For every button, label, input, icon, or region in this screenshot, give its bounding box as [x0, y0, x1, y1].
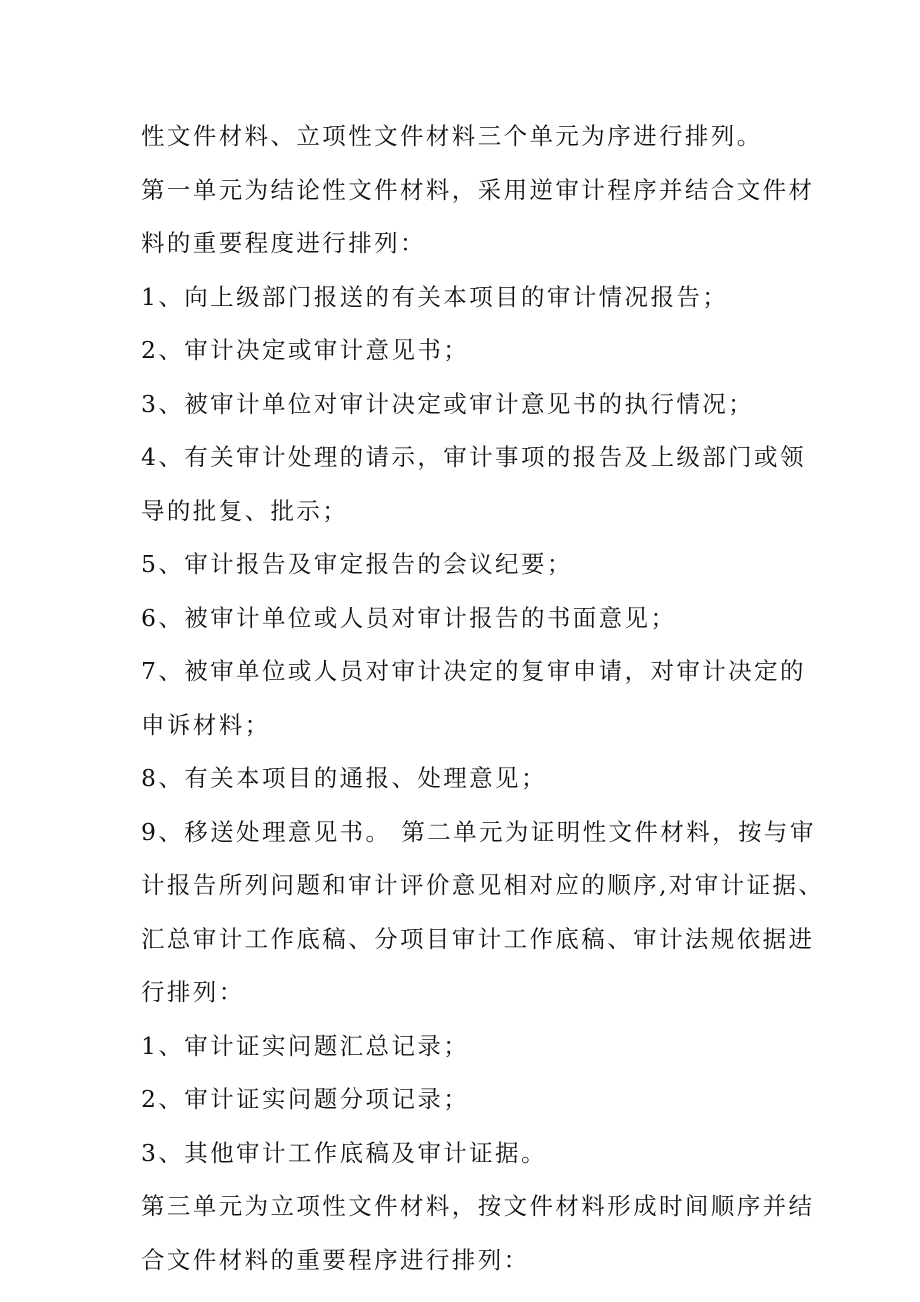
- text-line: 导的批复、批示；: [141, 496, 349, 525]
- text-line: 2、审计证实问题分项记录；: [141, 1085, 470, 1113]
- text-line: 2、审计决定或审计意见书；: [141, 336, 470, 364]
- text-line: 计报告所列问题和审计评价意见相对应的顺序,对审计证据、: [141, 871, 825, 899]
- text-line: 5、审计报告及审定报告的会议纪要；: [141, 550, 573, 578]
- text-line: 性文件材料、立项性文件材料三个单元为序进行排列。: [141, 122, 763, 150]
- text-line: 3、被审计单位对审计决定或审计意见书的执行情况；: [141, 389, 755, 418]
- text-line: 8、有关本项目的通报、处理意见；: [141, 764, 547, 792]
- text-line: 合文件材料的重要程序进行排列：: [141, 1245, 530, 1274]
- text-line: 汇总审计工作底稿、分项目审计工作底稿、审计法规依据进: [141, 924, 815, 953]
- text-line: 申诉材料；: [141, 710, 271, 739]
- text-line: 1、审计证实问题汇总记录；: [141, 1031, 470, 1060]
- text-line: 3、其他审计工作底稿及审计证据。: [141, 1138, 547, 1167]
- text-line: 6、被审计单位或人员对审计报告的书面意见；: [141, 603, 677, 632]
- text-line: 4、有关审计处理的请示，审计事项的报告及上级部门或领: [141, 443, 806, 471]
- text-line: 第一单元为结论性文件材料，采用逆审计程序并结合文件材: [141, 175, 815, 204]
- text-line: 行排列：: [141, 978, 245, 1006]
- text-line: 1、向上级部门报送的有关本项目的审计情况报告；: [141, 282, 729, 311]
- document-body: [141, 110, 825, 1287]
- text-line: 第三单元为立项性文件材料，按文件材料形成时间顺序并结: [141, 1192, 815, 1220]
- text-line: 料的重要程度进行排列：: [141, 229, 426, 257]
- text-line: 7、被审单位或人员对审计决定的复审申请，对审计决定的: [141, 657, 806, 685]
- text-line: 9、移送处理意见书。 第二单元为证明性文件材料，按与审: [141, 817, 816, 846]
